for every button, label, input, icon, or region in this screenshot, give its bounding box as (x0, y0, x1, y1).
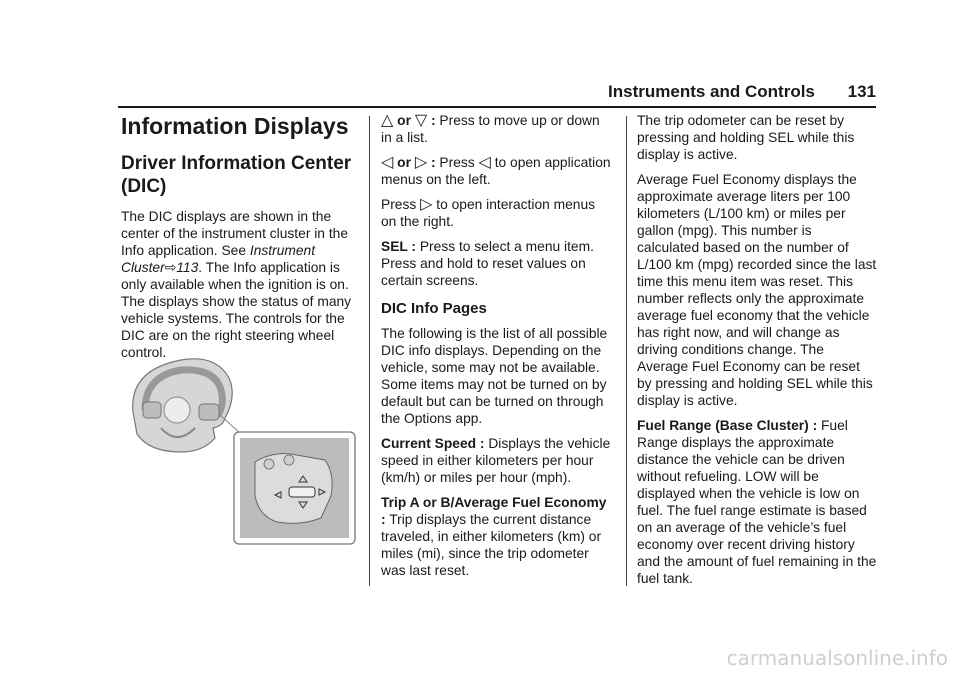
cross-reference-link[interactable]: Instrument Cluster (121, 243, 316, 275)
section-title: Instruments and Controls (608, 82, 815, 101)
header-rule (118, 106, 876, 108)
cross-reference-page[interactable]: 113 (176, 260, 199, 275)
down-arrow-icon: ▽ (414, 112, 428, 129)
heading-dic-info-pages: DIC Info Pages (381, 300, 487, 317)
page-number: 131 (847, 82, 876, 101)
trip-reset-paragraph: The trip odometer can be reset by pressing and holding SEL while this display is active. (637, 113, 855, 162)
up-down-paragraph: △ or ▽ : Press to move up or down in a list. (381, 112, 600, 145)
column-divider-2 (626, 116, 627, 586)
fuel-range-paragraph: Fuel Range (Base Cluster) : Fuel Range displays the approximate distance the vehicle can be driven without refueling. LOW will be displayed when the vehicle is low on fuel. The fuel range estimate is based on an average of the vehicle’s fuel economy over recent driving history and the amount of fuel remaining in the fuel tank. (637, 418, 877, 586)
dic-controls-closeup (234, 432, 355, 544)
column-3 (637, 112, 877, 595)
column-2 (381, 112, 613, 587)
watermark: carmanualsonline.info (726, 646, 948, 670)
heading-information-displays: Information Displays (121, 113, 349, 139)
right-arrow-icon: ▷ (420, 196, 433, 213)
current-speed-paragraph: Current Speed : Displays the vehicle speed in either kilometers per hour (km/h) or miles per hour (mph). (381, 436, 611, 485)
column-1 (121, 112, 356, 369)
heading-dic: Driver Information Center (DIC) (121, 153, 352, 197)
left-arrow-icon: ◁ (478, 154, 491, 171)
steering-wheel (133, 359, 232, 452)
sel-paragraph: SEL : Press to select a menu item. Press and hold to reset values on certain screens. (381, 239, 594, 288)
column-divider-1 (369, 116, 370, 586)
left-arrow-icon: ◁ (381, 154, 394, 171)
average-fuel-economy-paragraph: Average Fuel Economy displays the approximate average liters per 100 kilometers (L/100 km) or miles per gallon (mpg). This number is calculated based on the number of L/100 km (mpg) recorded since the last time this menu item was reset. This number reflects only the approximate average fuel economy that the vehicle has right now, and will change as driving conditions change. The Average Fuel Economy can be reset by pressing and holding SEL while this display is active. (637, 172, 877, 408)
dic-intro-paragraph: The DIC displays are shown in the center of the instrument cluster in the Info application. See Instrument Cluster⇨113. The Info application is only available when the ignition is on. The displays show the status of many vehicle systems. The controls for the DIC are on the right steering wheel control. (121, 209, 352, 360)
steering-wheel-illustration (121, 356, 357, 546)
page-header (0, 82, 876, 104)
right-arrow-icon: ▷ (414, 154, 428, 171)
up-arrow-icon: △ (381, 112, 394, 129)
reference-arrow-icon: ⇨ (164, 260, 177, 275)
trip-paragraph: Trip A or B/Average Fuel Economy : Trip displays the current distance traveled, in either kilometers (km) or miles (mi), since the trip odometer was last reset. (381, 495, 607, 578)
info-pages-paragraph: The following is the list of all possible DIC info displays. Depending on the vehicle, some may not be available. Some items may not be turned on by default but can be turned on through the Options app. (381, 326, 608, 426)
interaction-menu-paragraph: Press ▷ to open interaction menus on the right. (381, 196, 596, 229)
left-right-paragraph: ◁ or ▷ : Press ◁ to open application menus on the left. (381, 154, 611, 187)
